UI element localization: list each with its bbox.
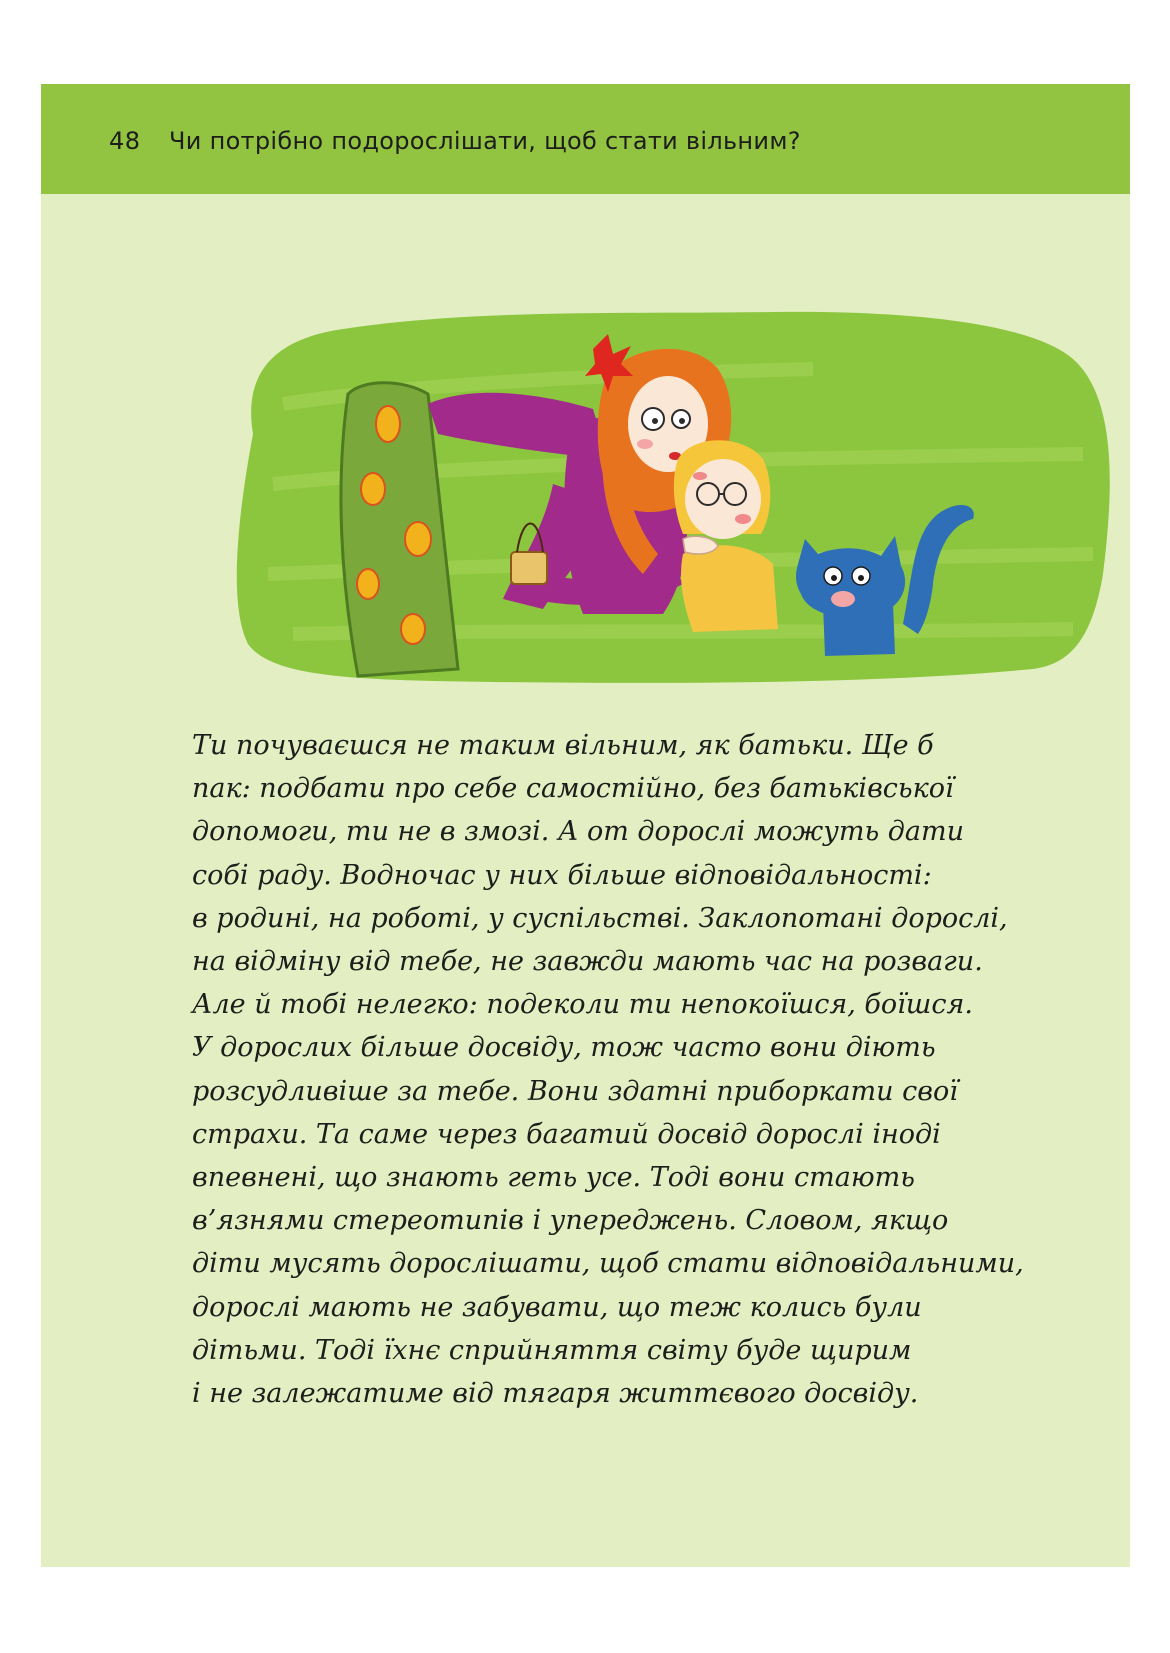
paragraph-line: Ти почуваєшся не таким вільним, як батьки. Ще б — [192, 730, 934, 761]
cat-head — [796, 536, 905, 618]
paragraph-line: пак: подбати про себе самостійно, без батьківської — [192, 773, 954, 805]
woman-pupil — [679, 418, 685, 424]
curtain-spot — [401, 614, 425, 644]
paragraph-line: собі раду. Водночас у них більше відповідальності: — [192, 859, 932, 891]
paragraph-line: діти мусять дорослішати, щоб стати відповідальними, — [192, 1248, 1024, 1280]
cat-pupil — [831, 575, 837, 581]
paragraph-line: розсудливіше за тебе. Вони здатні приборкати свої — [192, 1075, 958, 1107]
child-blush — [693, 472, 707, 480]
paragraph-line: і не залежатиме від тягаря життєвого досвіду. — [192, 1378, 919, 1410]
curtain-spot — [405, 522, 431, 556]
handbag — [511, 552, 547, 584]
cat-pupil — [858, 575, 864, 581]
curtain-spot — [361, 473, 385, 505]
book-page — [41, 84, 1130, 1567]
paragraph-line: Але й тобі нелегко: подеколи ти непокоїшся, боїшся. — [192, 989, 973, 1021]
woman-blush — [637, 439, 653, 449]
curtain-spot — [357, 569, 379, 599]
paragraph-line: дітьми. Тоді їхнє сприйняття світу буде щирим — [192, 1334, 912, 1366]
paragraph-line: в’язнями стереотипів і упереджень. Словом, якщо — [192, 1205, 949, 1237]
paragraph-line: дорослі мають не забувати, що теж колись були — [192, 1291, 922, 1323]
page-number: 48 — [109, 127, 141, 155]
page-header — [41, 84, 1130, 194]
paragraph-line: на відміну від тебе, не завжди мають час на розваги. — [192, 946, 983, 978]
running-title: Чи потрібно подорослішати, щоб стати вільним? — [169, 127, 801, 155]
body-paragraph — [192, 724, 1062, 1415]
paragraph-line: в родині, на роботі, у суспільстві. Заклопотані дорослі, — [192, 902, 1008, 934]
paragraph-line: впевнені, що знають геть усе. Тоді вони стають — [192, 1162, 915, 1194]
child-blush — [735, 514, 751, 524]
cat-muzzle — [831, 591, 855, 607]
curtain-spot — [376, 406, 400, 442]
paragraph-line: У дорослих більше досвіду, тож часто вони діють — [192, 1032, 936, 1064]
paragraph-line: страхи. Та саме через багатий досвід дорослі іноді — [192, 1118, 941, 1150]
paragraph-line: допомоги, ти не в змозі. А от дорослі можуть дати — [192, 816, 964, 848]
woman-pupil — [652, 418, 658, 424]
illustration — [213, 284, 1113, 704]
child-body — [681, 545, 778, 632]
child-face — [685, 459, 761, 539]
